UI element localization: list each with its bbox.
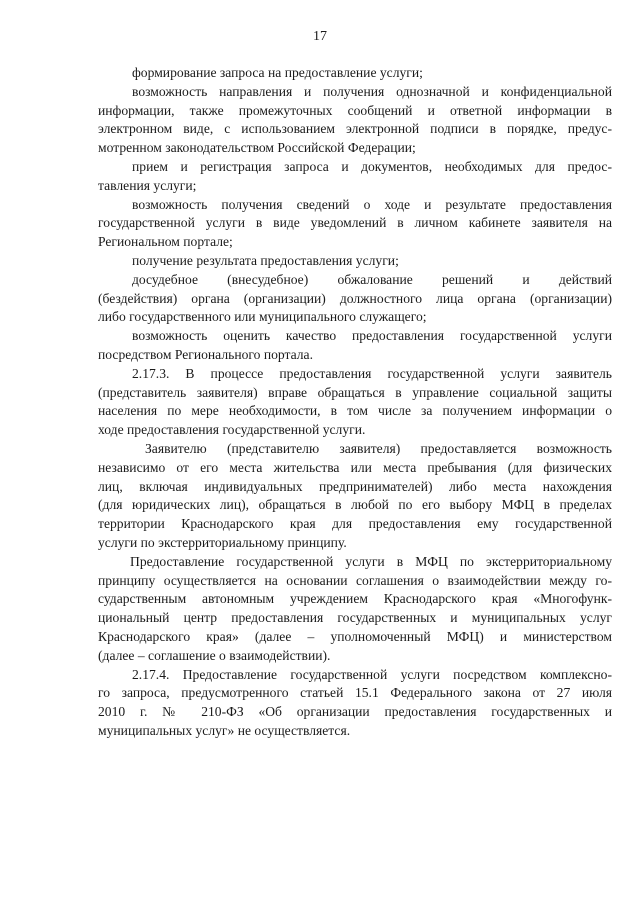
text-line: либо государственного или муниципального служащего; xyxy=(98,309,427,324)
text-line: государственной услуги в виде уведомлений в личном кабинете заявителя на xyxy=(98,215,612,230)
text-line: населения по мере необходимости, в том числе за получением информации о xyxy=(98,403,612,418)
text-line: электронном виде, с использованием электронной подписи в порядке, предус- xyxy=(98,121,612,136)
text-line: мотренном законодательством Российской Федерации; xyxy=(98,140,416,155)
text-line: информации, также промежуточных сообщений и ответной информации в xyxy=(98,103,612,118)
text-line: формирование запроса на предоставление услуги; xyxy=(132,65,423,80)
text-line: прием и регистрация запроса и документов, необходимых для предос- xyxy=(132,159,612,174)
text-line: Региональном портале; xyxy=(98,234,233,249)
page-number: 17 xyxy=(313,29,327,44)
text-line: территории Краснодарского края для предоставления ему государственной xyxy=(98,516,612,531)
text-line: (далее – соглашение о взаимодействии). xyxy=(98,648,331,663)
text-line: тавления услуги; xyxy=(98,178,197,193)
text-line: возможность направления и получения однозначной и конфиденциальной xyxy=(132,84,612,99)
text-line: 2010 г. № 210-ФЗ «Об организации предоставления государственных и xyxy=(98,704,612,719)
text-line: возможность получения сведений о ходе и результате предоставления xyxy=(132,197,612,212)
text-line: Предоставление государственной услуги в МФЦ по экстерриториальному xyxy=(130,554,612,569)
text-line: принципу осуществляется на основании соглашения о взаимодействии между го- xyxy=(98,573,612,588)
text-line: (для юридических лиц), обращаться в любой по его выбору МФЦ в пределах xyxy=(98,497,612,512)
text-line: посредством Регионального портала. xyxy=(98,347,313,362)
text-line: независимо от его места жительства или места пребывания (для физических xyxy=(98,460,612,475)
text-line: муниципальных услуг» не осуществляется. xyxy=(98,723,351,738)
text-line: получение результата предоставления услуги; xyxy=(132,253,399,268)
text-line: лиц, включая индивидуальных предпринимателей) либо места нахождения xyxy=(98,479,612,494)
text-line: сударственным автономным учреждением Краснодарского края «Многофунк- xyxy=(98,591,612,606)
text-line: 2.17.3. В процессе предоставления государственной услуги заявитель xyxy=(132,366,612,381)
text-line: го запроса, предусмотренного статьей 15.1 Федерального закона от 27 июля xyxy=(98,685,612,700)
text-line: услуги по экстерриториальному принципу. xyxy=(98,535,347,550)
text-line: Краснодарского края» (далее – уполномоченный МФЦ) и министерством xyxy=(98,629,612,644)
text-line: циональный центр предоставления государственных и муниципальных услуг xyxy=(98,610,612,625)
text-line: ходе предоставления государственной услуги. xyxy=(98,422,366,437)
text-line: (бездействия) органа (организации) должностного лица органа (организации) xyxy=(98,291,612,306)
text-line: досудебное (внесудебное) обжалование решений и действий xyxy=(132,272,612,287)
text-line: 2.17.4. Предоставление государственной услуги посредством комплексно- xyxy=(132,667,612,682)
text-line: (представитель заявителя) вправе обращаться в управление социальной защиты xyxy=(98,385,612,400)
text-line: Заявителю (представителю заявителя) предоставляется возможность xyxy=(145,441,612,456)
text-line: возможность оценить качество предоставления государственной услуги xyxy=(132,328,612,343)
